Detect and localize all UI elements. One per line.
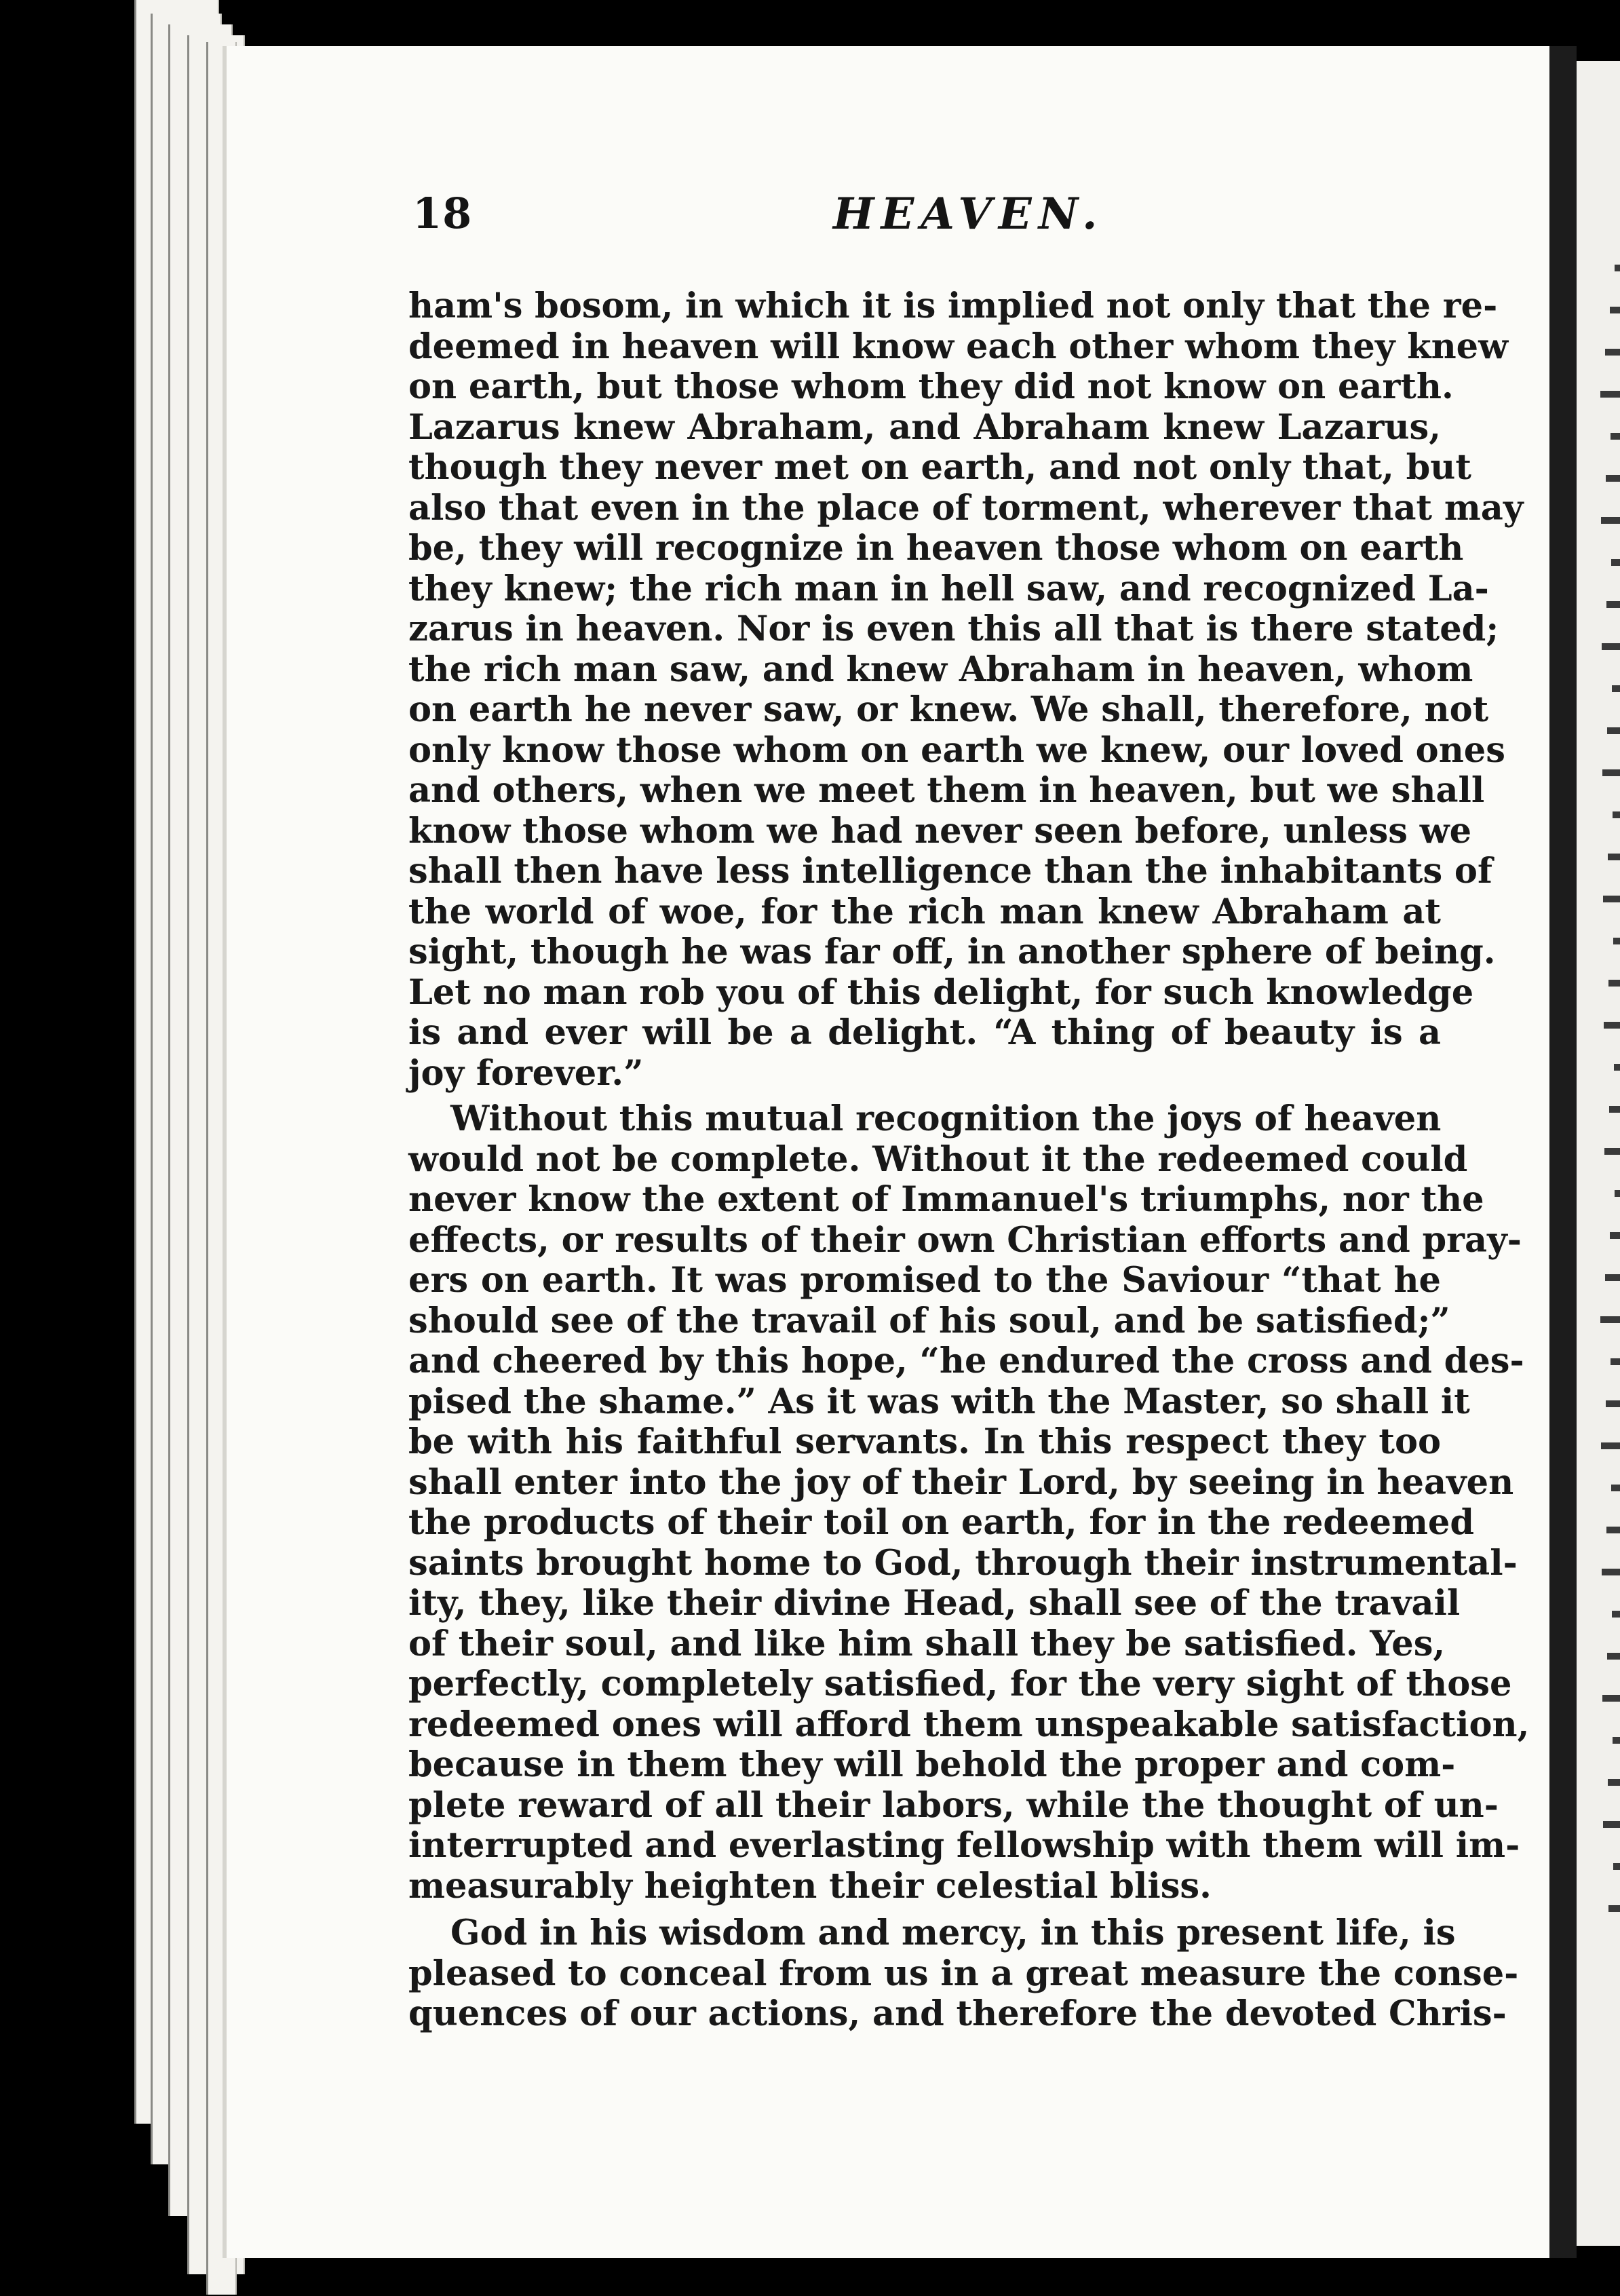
adjacent-page-text-fragment bbox=[1605, 349, 1620, 356]
adjacent-page-text-fragment bbox=[1608, 854, 1620, 860]
text-line: and others, when we meet them in heaven, but we shall bbox=[408, 770, 1485, 811]
adjacent-page-text-fragment bbox=[1602, 643, 1620, 650]
adjacent-page-text-fragment bbox=[1600, 391, 1620, 398]
adjacent-page-text-fragment bbox=[1613, 938, 1620, 944]
adjacent-page-text-fragment bbox=[1614, 1064, 1620, 1071]
adjacent-page-text-fragment bbox=[1609, 1106, 1620, 1113]
text-line: know those whom we had never seen before, unless we bbox=[408, 811, 1472, 852]
adjacent-page-text-fragment bbox=[1611, 559, 1620, 566]
adjacent-page-text-fragment bbox=[1611, 1485, 1620, 1491]
text-line: deemed in heaven will know each other whom they knew bbox=[408, 326, 1509, 367]
adjacent-page-text-fragment bbox=[1611, 1358, 1620, 1365]
adjacent-page-text-fragment bbox=[1613, 1737, 1620, 1744]
text-line: shall then have less intelligence than the inhabitants of bbox=[408, 851, 1492, 892]
text-line: is and ever will be a delight. “A thing of beauty is a bbox=[408, 1012, 1441, 1053]
adjacent-page-text-fragment bbox=[1610, 307, 1620, 313]
adjacent-page-text-fragment bbox=[1603, 1821, 1620, 1828]
adjacent-page-text-fragment bbox=[1611, 433, 1620, 440]
text-line: should see of the travail of his soul, and be satisfied;” bbox=[408, 1301, 1450, 1341]
adjacent-page-text-fragment bbox=[1608, 1779, 1620, 1786]
text-line: God in his wisdom and mercy, in this present life, is bbox=[450, 1913, 1456, 1953]
adjacent-page-text-fragment bbox=[1601, 1442, 1620, 1449]
adjacent-page-text-fragment bbox=[1607, 727, 1620, 734]
text-line: Lazarus knew Abraham, and Abraham knew Lazarus, bbox=[408, 407, 1441, 448]
adjacent-page-text-fragment bbox=[1608, 1905, 1620, 1912]
adjacent-page-text-fragment bbox=[1613, 1863, 1620, 1870]
adjacent-page-text-fragment bbox=[1604, 1022, 1620, 1029]
text-line: be with his faithful servants. In this respect they too bbox=[408, 1421, 1441, 1462]
adjacent-page-text-fragment bbox=[1601, 517, 1620, 524]
text-line: perfectly, completely satisfied, for the very sight of those bbox=[408, 1664, 1512, 1704]
text-line: joy forever.” bbox=[408, 1053, 644, 1094]
text-line: and cheered by this hope, “he endured the cross and des- bbox=[408, 1341, 1524, 1381]
text-line: the world of woe, for the rich man knew Abraham at bbox=[408, 892, 1441, 932]
adjacent-page-text-fragment bbox=[1606, 601, 1620, 608]
adjacent-page-text-fragment bbox=[1600, 1316, 1620, 1323]
book-gutter bbox=[1549, 46, 1577, 2258]
adjacent-page-text-fragment bbox=[1612, 1611, 1620, 1618]
adjacent-page-text-fragment bbox=[1606, 475, 1620, 482]
adjacent-page-text-fragment bbox=[1613, 811, 1620, 818]
adjacent-page-text-fragment bbox=[1604, 1148, 1620, 1155]
text-line: zarus in heaven. Nor is even this all that is there stated; bbox=[408, 609, 1499, 649]
adjacent-page-text-fragment bbox=[1612, 685, 1620, 692]
adjacent-page-text-fragment bbox=[1610, 1232, 1620, 1239]
adjacent-page-text-fragment bbox=[1615, 265, 1620, 271]
text-line: on earth, but those whom they did not know on earth. bbox=[408, 366, 1454, 407]
text-line: pised the shame.” As it was with the Master, so shall it bbox=[408, 1381, 1470, 1422]
running-title: HEAVEN. bbox=[833, 189, 1104, 240]
adjacent-page-text-fragment bbox=[1602, 1695, 1620, 1702]
adjacent-page-edge bbox=[1577, 61, 1620, 2246]
text-line: they knew; the rich man in hell saw, and recognized La- bbox=[408, 569, 1489, 609]
text-line: ers on earth. It was promised to the Saviour “that he bbox=[408, 1260, 1441, 1301]
text-line: redeemed ones will afford them unspeakable satisfaction, bbox=[408, 1704, 1530, 1745]
text-line: also that even in the place of torment, wherever that may bbox=[408, 488, 1524, 529]
text-line: interrupted and everlasting fellowship with them will im- bbox=[408, 1825, 1520, 1866]
text-line: ham's bosom, in which it is implied not only that the re- bbox=[408, 286, 1498, 326]
text-line: measurably heighten their celestial bliss. bbox=[408, 1866, 1212, 1907]
text-line: the rich man saw, and knew Abraham in heaven, whom bbox=[408, 649, 1473, 690]
adjacent-page-text-fragment bbox=[1606, 1527, 1620, 1533]
adjacent-page-text-fragment bbox=[1606, 1400, 1620, 1407]
text-line: the products of their toil on earth, for in the redeemed bbox=[408, 1502, 1475, 1543]
adjacent-page-text-fragment bbox=[1602, 1569, 1620, 1575]
adjacent-page-text-fragment bbox=[1607, 1653, 1620, 1660]
adjacent-page-text-fragment bbox=[1605, 1274, 1620, 1281]
text-line: would not be complete. Without it the redeemed could bbox=[408, 1139, 1468, 1180]
text-line: be, they will recognize in heaven those whom on earth bbox=[408, 528, 1464, 569]
text-line: never know the extent of Immanuel's triumphs, nor the bbox=[408, 1179, 1484, 1220]
text-line: only know those whom on earth we knew, our loved ones bbox=[408, 730, 1505, 771]
text-line: of their soul, and like him shall they be satisfied. Yes, bbox=[408, 1624, 1446, 1664]
adjacent-page-text-fragment bbox=[1602, 769, 1620, 776]
text-line: plete reward of all their labors, while the thought of un- bbox=[408, 1785, 1499, 1826]
text-line: Without this mutual recognition the joys of heaven bbox=[450, 1098, 1442, 1139]
text-line: effects, or results of their own Christian efforts and pray- bbox=[408, 1220, 1522, 1261]
text-line: because in them they will behold the proper and com- bbox=[408, 1744, 1456, 1785]
text-line: shall enter into the joy of their Lord, by seeing in heaven bbox=[408, 1462, 1514, 1503]
text-line: though they never met on earth, and not only that, but bbox=[408, 447, 1471, 488]
adjacent-page-text-fragment bbox=[1608, 980, 1620, 987]
text-line: pleased to conceal from us in a great measure the conse- bbox=[408, 1953, 1519, 1994]
adjacent-page-text-fragment bbox=[1615, 1190, 1620, 1197]
text-line: on earth he never saw, or knew. We shall, therefore, not bbox=[408, 689, 1489, 730]
text-line: ity, they, like their divine Head, shall see of the travail bbox=[408, 1583, 1461, 1624]
text-line: sight, though he was far off, in another sphere of being. bbox=[408, 932, 1496, 972]
text-line: quences of our actions, and therefore the devoted Chris- bbox=[408, 1993, 1507, 2034]
text-line: Let no man rob you of this delight, for such knowledge bbox=[408, 972, 1474, 1013]
adjacent-page-text-fragment bbox=[1603, 896, 1620, 902]
text-line: saints brought home to God, through their instrumental- bbox=[408, 1543, 1518, 1584]
page-number: 18 bbox=[412, 189, 473, 238]
